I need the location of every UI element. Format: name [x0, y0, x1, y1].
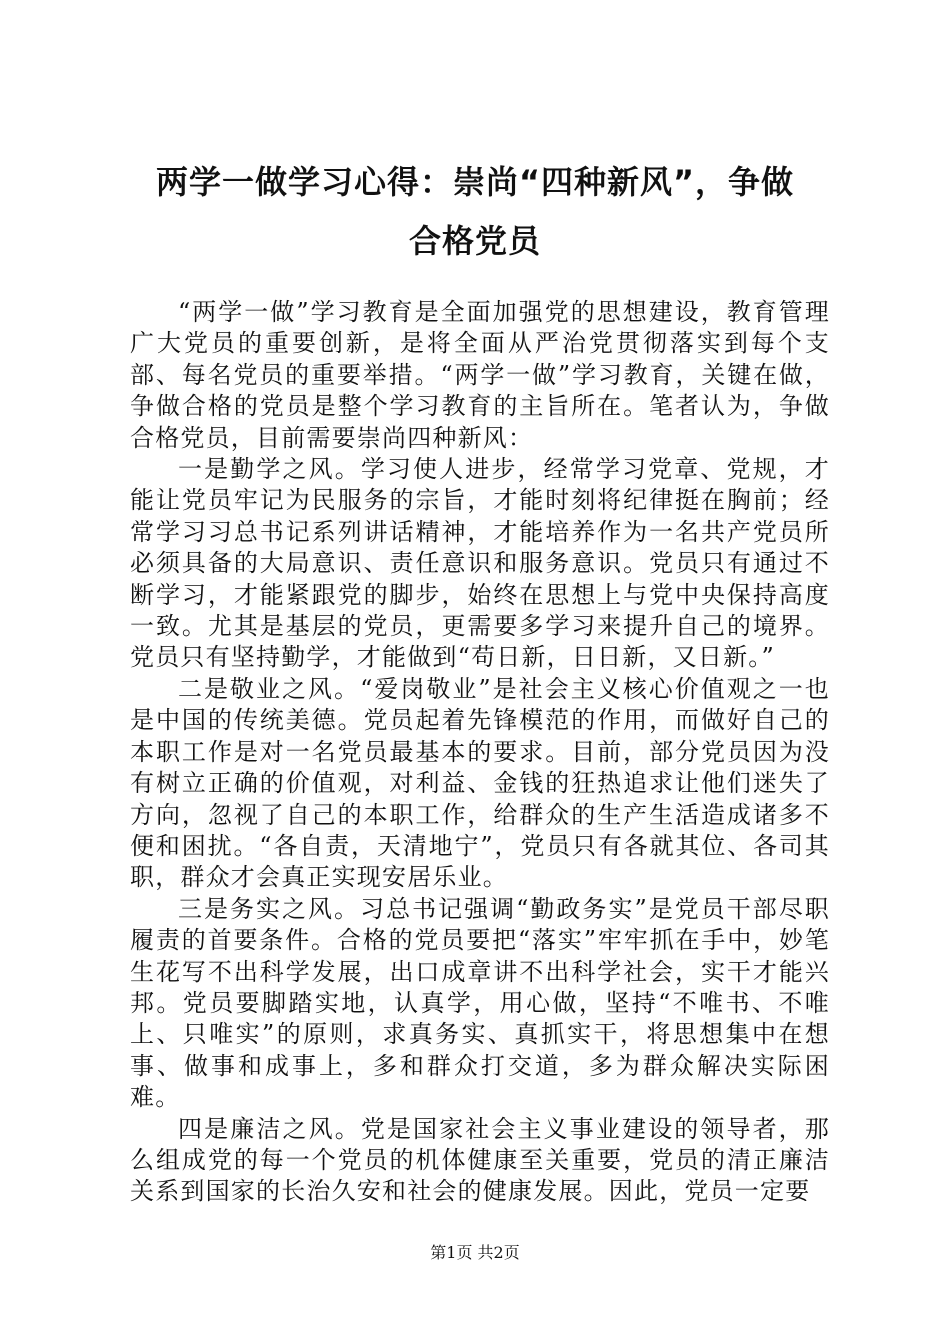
document-body — [130, 297, 830, 1208]
page-footer: 第1页 共2页 — [430, 1243, 520, 1262]
paragraph-diligent-study: 一是勤学之风。学习使人进步，经常学习党章、党规，才能让党员牢记为民服务的宗旨，才能时刻将纪律挺在胸前；经常学习习总书记系列讲话精神，才能培养作为一名共产党员所必须具备的大局意识、责任意识和服务意识。党员只有通过不断学习，才能紧跟党的脚步，始终在思想上与党中央保持高度一致。尤其是基层的党员，更需要多学习来提升自己的境界。党员只有坚持勤学，才能做到“苟日新，日日新，又日新。” — [130, 455, 830, 672]
paragraph-dedication: 二是敬业之风。“爱岗敬业”是社会主义核心价值观之一也是中国的传统美德。党员起着先锋模范的作用，而做好自己的本职工作是对一名党员最基本的要求。目前，部分党员因为没有树立正确的价值观，对利益、金钱的狂热追求让他们迷失了方向，忽视了自己的本职工作，给群众的生产生活造成诸多不便和困扰。“各自责，天清地宁”，党员只有各就其位、各司其职，群众才会真正实现安居乐业。 — [130, 674, 830, 892]
paragraph-integrity: 四是廉洁之风。党是国家社会主义事业建设的领导者，那么组成党的每一个党员的机体健康至关重要，党员的清正廉洁关系到国家的长治久安和社会的健康发展。因此，党员一定要 — [130, 1114, 830, 1206]
document-title-line-1: 两学一做学习心得：崇尚“四种新风”，争做 — [155, 163, 795, 201]
paragraph-pragmatism: 三是务实之风。习总书记强调“勤政务实”是党员干部尽职履责的首要条件。合格的党员要把“落实”牢牢抓在手中，妙笔生花写不出科学发展，出口成章讲不出科学社会，实干才能兴邦。党员要脚踏实地，认真学，用心做，坚持“不唯书、不唯上、只唯实”的原则，求真务实、真抓实干，将思想集中在想事、做事和成事上，多和群众打交道，多为群众解决实际困难。 — [130, 894, 830, 1112]
paragraph-intro: “两学一做”学习教育是全面加强党的思想建设，教育管理广大党员的重要创新，是将全面从严治党贯彻落实到每个支部、每名党员的重要举措。“两学一做”学习教育，关键在做，争做合格的党员是整个学习教育的主旨所在。笔者认为，争做合格党员，目前需要崇尚四种新风： — [130, 298, 830, 452]
document-title-line-2: 合格党员 — [408, 222, 541, 260]
